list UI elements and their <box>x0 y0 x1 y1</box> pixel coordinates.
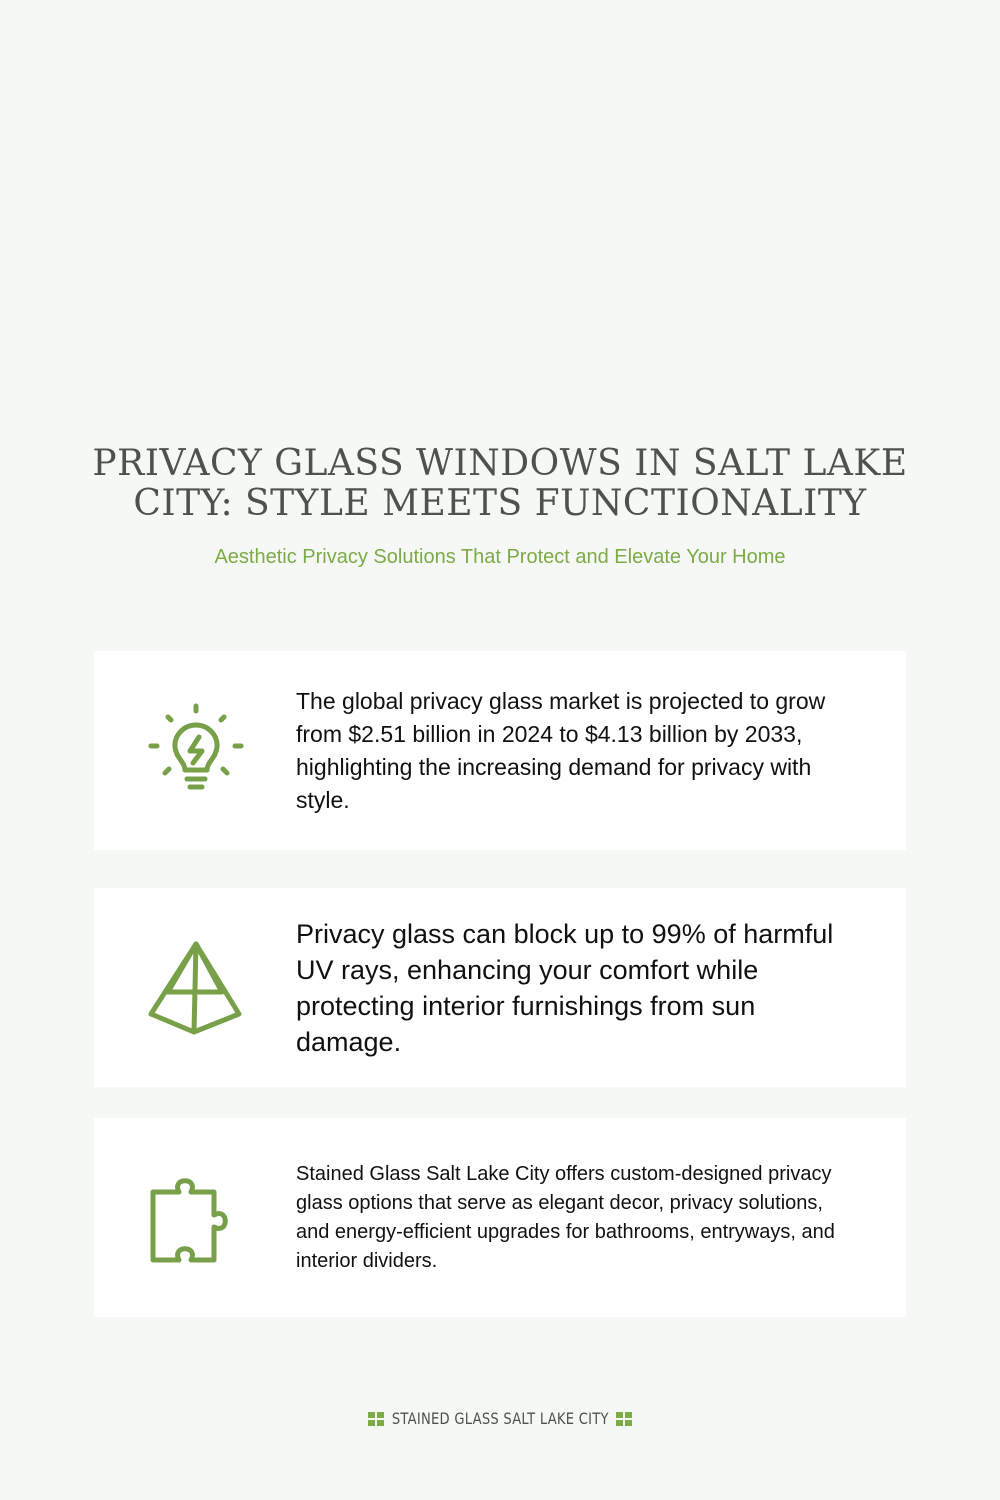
lightbulb-icon <box>146 700 246 800</box>
brand-logo <box>0 1409 1000 1429</box>
pyramid-icon <box>146 937 246 1037</box>
market-growth-text: The global privacy glass market is projected to grow from $2.51 billion in 2024 to $4.13 billion by 2033, highlighting the increasing demand for privacy with style. <box>296 687 826 813</box>
puzzle-piece-icon <box>146 1167 246 1267</box>
custom-options-text: Stained Glass Salt Lake City offers custom-designed privacy glass options that serve as elegant decor, privacy solutions, and energy-efficient upgrades for bathrooms, entryways, and interior dividers. <box>296 1162 835 1272</box>
info-card-custom-options <box>94 1118 906 1317</box>
uv-protection-text: Privacy glass can block up to 99% of harmful UV rays, enhancing your comfort while protecting interior furnishings from sun damage. <box>296 918 834 1057</box>
page-title: PRIVACY GLASS WINDOWS IN SALT LAKE CITY: STYLE MEETS FUNCTIONALITY <box>92 443 908 524</box>
info-card-market-growth <box>94 651 906 850</box>
page-subtitle: Aesthetic Privacy Solutions That Protect and Elevate Your Home <box>214 546 786 568</box>
stained-glass-right-icon <box>616 1411 632 1427</box>
info-card-uv-protection <box>94 888 906 1087</box>
stained-glass-left-icon <box>368 1411 384 1427</box>
brand-name: STAINED GLASS SALT LAKE CITY <box>391 1409 609 1428</box>
